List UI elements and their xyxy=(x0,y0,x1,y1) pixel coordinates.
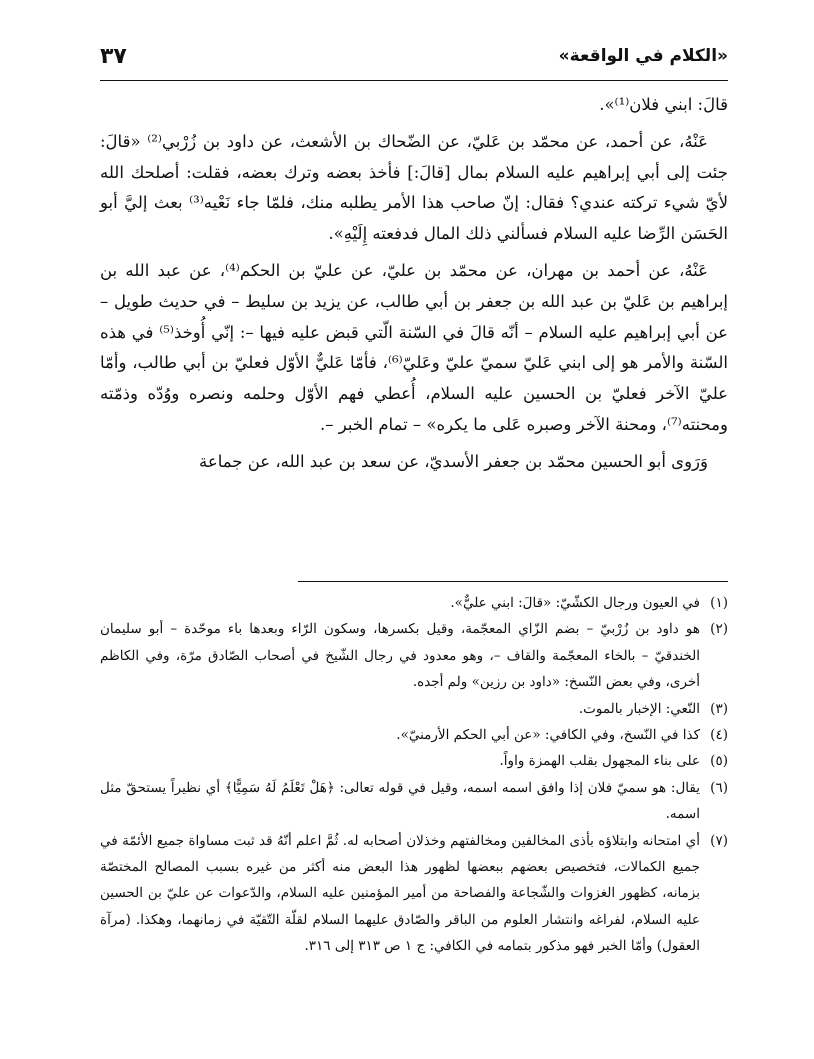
footnote-text: على بناء المجهول بقلب الهمزة واواً. xyxy=(499,753,700,770)
footnote-text: هو داود بن زُرْبيّ – بضم الزّاي المعجّمة، وقيل بكسرها، وسكون الرّاء وبعدها باء موحّدة – أبو سليمان الخندقيّ – بالخاء المعجّمة والقاف –، وهو معدود في رجال الشّيخ في أصحاب الصّادق مرّة، وفي الكاظم أخرى، وفي بعض النّسخ: «داود بن رزين» ولم أجده. xyxy=(100,621,700,691)
footnote-number: (١) xyxy=(710,595,728,611)
footnote-number: (٣) xyxy=(710,700,728,717)
footnote xyxy=(100,590,728,616)
footnote-number: (٤) xyxy=(710,727,728,744)
footnotes xyxy=(100,590,728,960)
page-header xyxy=(100,34,728,78)
footnote-text: أي امتحانه وابتلاؤه بأذى المخالفين ومخالفتهم وخذلان أصحابه له. ثُمَّ اعلم أنّهُ قد ثبت مساواة جميع الأئمّة في جميع الكمالات، فتخصيص بعضهم ببعضها لظهور هذا البعض منه أكثر من غيره بسبب المصالح المختصّة بزمانه، كظهور الغزوات والشّجاعة والفصاحة من أمير المؤمنين عليه السلام، والدّعوات عن عليّ بن الحسين عليه السلام، لفراغه وانتشار العلوم من الباقر والصّادق عليهما السلام لقلّة التّقيّة في زمانهما، وهكذا. (مرآة العقول) وأمّا الخبر فهو مذكور بتمامه في الكافي: ج ١ ص ٣١٣ إلى ٣١٦. xyxy=(100,832,700,955)
paragraph: عَنْهُ، عن أحمد بن مهران، عن محمّد بن عليّ، عن عليّ بن الحكم⁽⁴⁾، عن عبد الله بن إبراهيم بن عَليّ بن عبد الله بن جعفر بن أبي طالب، عن يزيد بن سليط – في حديث طويل – عن أبي إبراهيم عليه السلام – أنّه قالَ في السّنة الّتي قبض عليه فيها –: إنّي أُوخذ⁽⁵⁾ في هذه السّنة والأمر هو إلى ابني عَليّ سميّ عليّ وعَليّ⁽⁶⁾، فأمّا عَليٌّ الأوّل فعليّ بن أبي طالب، وأمّا عليّ الآخر فعليّ بن الحسين عليه السلام، أُعطي فهم الأوّل وحلمه ونصره ووُدّه وذمّته ومحنته⁽⁷⁾، ومحنة الآخر وصبره عَلى ما يكره» – تمام الخبر –. xyxy=(100,260,728,434)
footnote-number: (٥) xyxy=(710,753,728,770)
footnote xyxy=(100,775,728,828)
footnote-text: كذا في النّسخ، وفي الكافي: «عن أبي الحكم الأرمنيّ». xyxy=(396,727,700,744)
page-number: ٣٧ xyxy=(100,43,127,69)
paragraph: وَرَوى أبو الحسين محمّد بن جعفر الأسديّ، عن سعد بن عبد الله، عن جماعة xyxy=(199,451,708,471)
footnote-number: (٧) xyxy=(710,832,728,849)
footnote-text: في العيون ورجال الكشّيّ: «قالَ: ابني عليٌّ». xyxy=(450,595,700,611)
footnote-text: يقال: هو سميّ فلان إذا وافق اسمه اسمه، وقيل في قوله تعالى: ﴿هَلْ تَعْلَمُ لَهُ سَمِيًّا﴾ أي نظيراً يستحقّ مثل اسمه. xyxy=(100,779,700,823)
footnote xyxy=(100,696,728,722)
header-divider xyxy=(100,80,728,81)
footnote xyxy=(100,828,728,960)
footnote xyxy=(100,616,728,695)
footnote xyxy=(100,748,728,774)
paragraph: قالَ: ابني فلان⁽¹⁾». xyxy=(599,95,728,114)
main-text xyxy=(100,90,728,478)
footnote-number: (٦) xyxy=(710,779,728,796)
footnote-divider xyxy=(298,581,728,582)
running-title: «الكلام في الواقعة» xyxy=(558,46,728,66)
paragraph: عَنْهُ، عن أحمد، عن محمّد بن عَليّ، عن الضّحاك بن الأشعث، عن داود بن زُرْبي⁽²⁾ «قالَ: جئت إلى أبي إبراهيم عليه السلام بمال [قالَ:] فأخذ بعضه وترك بعضه، فقلت: أصلحك الله لأيّ شيء تركته عندي؟ فقال: إنّ صاحب هذا الأمر يطلبه منك، فلمّا جاء نَعْيه⁽³⁾ بعث إليَّ أبو الحَسَن الرِّضا عليه السلام فسألني ذلك المال فدفعته إِلَيْهِ». xyxy=(100,131,728,244)
footnote-text: النّعي: الإخبار بالموت. xyxy=(578,700,700,717)
footnote-number: (٢) xyxy=(710,621,728,638)
footnote xyxy=(100,722,728,748)
